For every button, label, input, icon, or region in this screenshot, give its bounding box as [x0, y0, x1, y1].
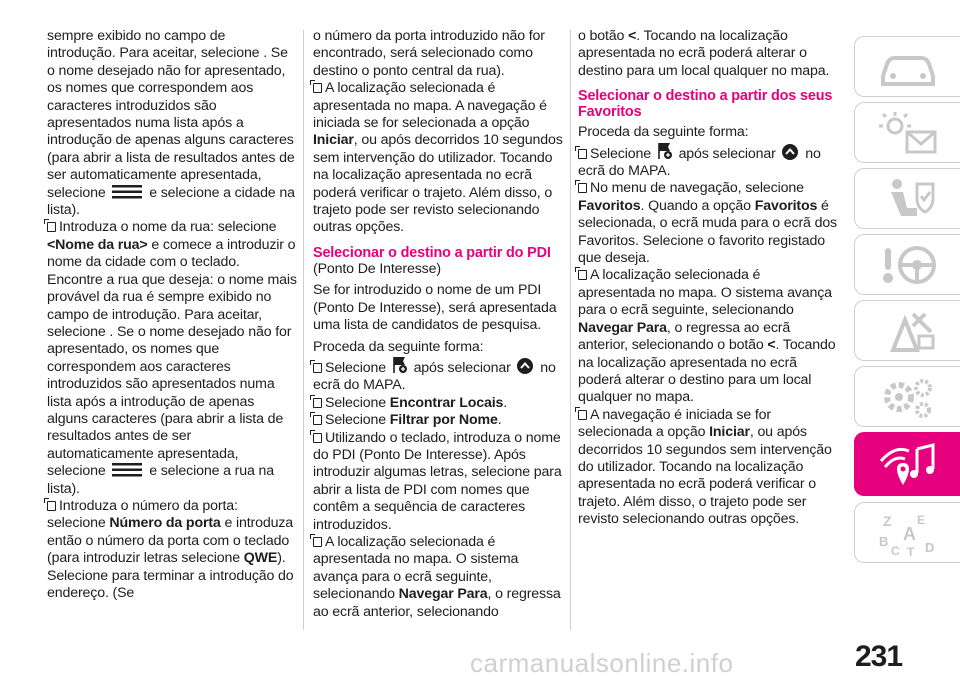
step-item: A localização selecionada é apresentada no mapa. A navegação é iniciada se for selecionada a opção Iniciar, ou após decorridos 10 segundos sem intervenção do utilizador. Tocando na localização apresentada no ecrã poderá verificar o trajeto. Além disso, o trajeto pode ser revisto selecionando outras opções.	[313, 80, 563, 236]
tab-service[interactable]	[854, 366, 960, 427]
step-item: A localização selecionada é apresentada no mapa. O sistema avança para o ecrã seguinte, selecionando Navegar Para, o regressa ao ecrã anterior, selecionando o botão <. Tocando na localização apresentada no ecrã poderá alterar o destino para um local qualquer no mapa.	[578, 267, 836, 406]
breakdown-icon	[873, 306, 943, 356]
tab-warning-lights[interactable]	[854, 102, 960, 163]
watermark: carmanualsonline.info	[470, 648, 734, 678]
tab-safety[interactable]	[854, 168, 960, 229]
step-bullet-icon	[578, 183, 587, 193]
flag-plus-icon	[392, 356, 408, 374]
chevron-up-icon	[516, 357, 534, 375]
step-bullet-icon	[313, 415, 322, 425]
hamburger-menu-icon	[112, 185, 142, 199]
section-subheading: (Ponto De Interesse)	[313, 260, 441, 277]
step-bullet-icon	[313, 398, 322, 408]
paragraph: o botão <. Tocando na localização apresentada no ecrã poderá alterar o destino para um local qualquer no mapa.	[578, 28, 830, 79]
warning-lights-icon	[873, 108, 943, 158]
section-heading: Selecionar o destino a partir do PDI	[313, 244, 551, 261]
step-item: Selecione após selecionar no ecrã do MAPA.	[313, 356, 565, 395]
step-item: Selecione após selecionar no ecrã do MAPA.	[578, 142, 840, 181]
text-column-3	[578, 28, 840, 529]
index-letter: B	[878, 533, 888, 549]
page-number: 231	[855, 640, 903, 673]
step-item: No menu de navegação, selecione Favoritos. Quando a opção Favoritos é selecionada, o ecrã muda para o ecrã dos Favoritos. Selecione o favorito registado que deseja.	[578, 180, 837, 267]
column-divider	[303, 30, 304, 630]
paragraph: o número da porta introduzido não for encontrado, será selecionado como destino o ponto central da rua).	[313, 28, 545, 79]
step-item: A navegação é iniciada se for selecionada a opção Iniciar, ou após decorridos 10 segundos sem intervenção do utilizador. Tocando na localização apresentada no ecrã poderá verificar o trajeto. Além disso, o trajeto pode ser revisto selecionando outras opções.	[578, 406, 832, 528]
steering-icon	[873, 240, 943, 290]
chevron-up-icon	[781, 143, 799, 161]
step-item: Selecione Filtrar por Nome.	[313, 412, 565, 429]
step-bullet-icon	[578, 410, 587, 420]
paragraph: Proceda da seguinte forma:	[578, 124, 749, 141]
tab-breakdown[interactable]	[854, 300, 960, 361]
index-letter: D	[924, 539, 934, 555]
service-icon	[873, 372, 943, 422]
step-bullet-icon	[313, 83, 322, 93]
step-bullet-icon	[47, 501, 56, 511]
column-divider	[570, 30, 571, 630]
text-column-1	[47, 28, 297, 602]
step-bullet-icon	[313, 433, 322, 443]
seat-safety-icon	[873, 174, 943, 224]
tab-driving[interactable]	[854, 234, 960, 295]
step-item: A localização selecionada é apresentada no mapa. O sistema avança para o ecrã seguinte, selecionando Navegar Para, o regressa ao ecrã anterior, selecionando	[313, 533, 561, 620]
step-bullet-icon	[578, 149, 587, 159]
flag-plus-icon	[657, 142, 673, 160]
step-item: Utilizando o teclado, introduza o nome do PDI (Ponto De Interesse). Após introduzir algumas letras, selecione para abrir a lista de PDI com nomes que contêm a sequência de caracteres introduzidos.	[313, 429, 562, 533]
index-icon	[873, 508, 943, 558]
hamburger-menu-icon	[112, 463, 142, 477]
step-bullet-icon	[313, 537, 322, 547]
car-icon	[873, 42, 943, 92]
step-item: Introduza o nome da rua: selecione <Nome da rua> e comece a introduzir o nome da cidade com o teclado. Encontre a rua que deseja: o nome mais provável da rua é sempre exibido no campo de introdução. Para aceitar, selecione . Se o nome desejado não for apresentado, os nomes que correspondem aos caracteres introduzidos são apresentados numa lista após a introdução de apenas alguns caracteres (para abrir a lista de resultados antes de ser automaticamente apresentada, selecione e selecione a rua na lista).	[47, 219, 297, 497]
step-item: Introduza o número da porta: selecione Número da porta e introduza então o número da porta com o teclado (para introduzir letras selecione QWE). Selecione para terminar a introdução do endereço. (Se	[47, 497, 294, 601]
index-letter: Z	[882, 512, 892, 529]
index-letter: C	[890, 543, 900, 558]
step-bullet-icon	[47, 222, 56, 232]
tab-car[interactable]	[854, 36, 960, 97]
text-column-2	[313, 28, 565, 621]
paragraph: Se for introduzido o nome de um PDI (Ponto De Interesse), será apresentada uma lista de candidatos de pesquisa.	[313, 282, 557, 334]
step-item: Selecione Encontrar Locais.	[313, 395, 565, 412]
paragraph: sempre exibido no campo de introdução. Para aceitar, selecione . Se o nome desejado não for apresentado, os nomes que correspondem aos caracteres introduzidos são apresentados numa lista após a introdução de apenas alguns caracteres (para abrir a lista de resultados antes de ser automaticamente apresentada, selecione e selecione a cidade na lista).	[47, 28, 295, 219]
index-letter: A	[902, 523, 916, 544]
section-heading: Selecionar o destino a partir dos seus Favoritos	[578, 88, 833, 121]
index-letter: E	[916, 512, 925, 527]
step-bullet-icon	[313, 363, 322, 373]
paragraph: Proceda da seguinte forma:	[313, 338, 484, 355]
step-bullet-icon	[578, 270, 587, 280]
multimedia-icon	[873, 439, 943, 489]
tab-multimedia[interactable]	[854, 432, 960, 496]
index-letter: T	[906, 544, 914, 558]
tab-index[interactable]	[854, 502, 960, 563]
